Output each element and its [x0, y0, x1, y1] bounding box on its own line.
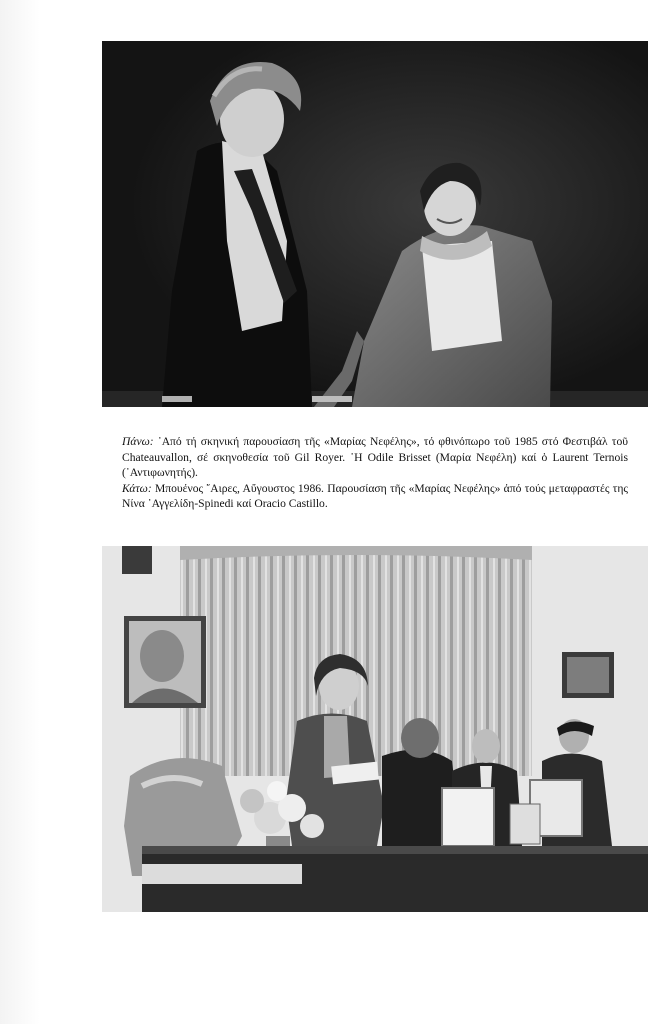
- caption-top-text: ᾽Από τή σκηνική παρουσίαση τῆς «Μαρίας Νεφέλης», τό φθινόπωρο τοῦ 1985 στό Φεστιβάλ τοῦ Chateauvallon, σέ σκηνοθεσία τοῦ Gil Royer. ῾Η Odile Brisset (Μαρία Νεφέλη) καί ὁ Laurent Ternois (᾽Αντιφωνητής).: [122, 435, 628, 479]
- caption-bottom: [122, 481, 628, 512]
- presentation-event-photo: [102, 546, 648, 912]
- presentation-event-illustration: [102, 546, 648, 912]
- caption-top: [122, 434, 628, 481]
- stage-performance-illustration: [102, 41, 648, 407]
- photo-caption: [122, 434, 628, 512]
- stage-performance-photo: [102, 41, 648, 407]
- caption-bottom-text: Μπουένος ῎Αιρες, Αὔγουστος 1986. Παρουσίαση τῆς «Μαρίας Νεφέλης» ἀπό τούς μεταφραστές της Νίνα ᾽Αγγελίδη-Spinedi καί Oracio Castillo.: [122, 481, 628, 510]
- caption-top-lead: Πάνω:: [122, 435, 154, 448]
- caption-bottom-lead: Κάτω:: [122, 481, 152, 495]
